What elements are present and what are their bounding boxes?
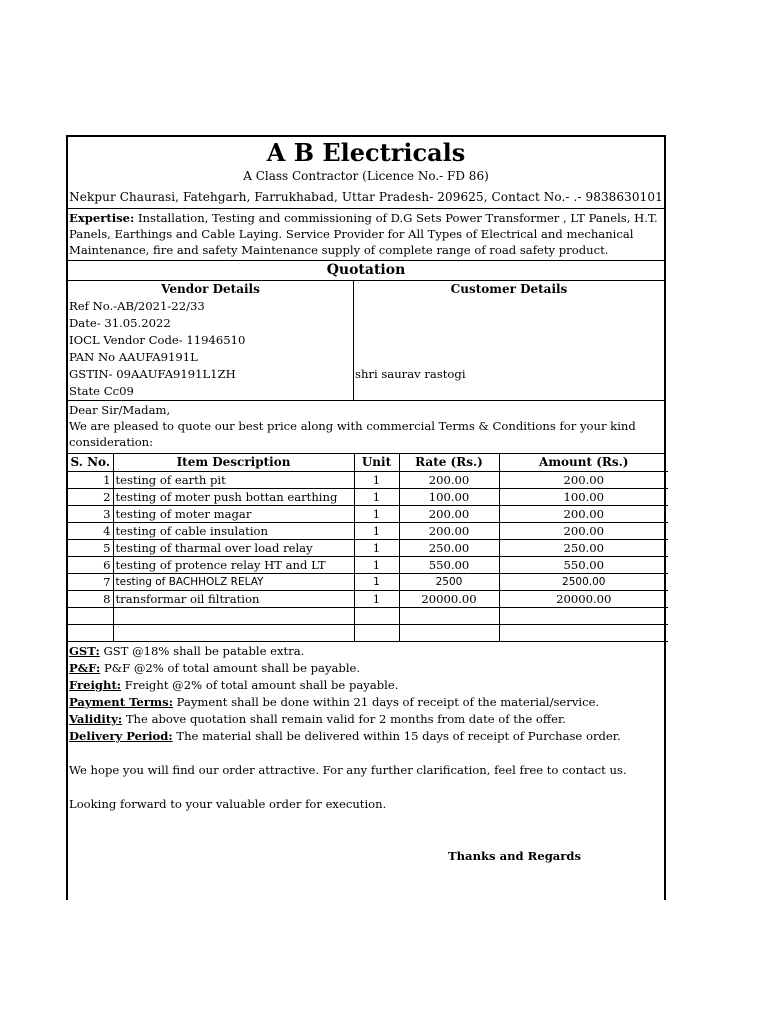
row-sno: 1 — [68, 472, 113, 489]
table-row-empty — [68, 608, 668, 625]
table-row — [68, 574, 668, 591]
row-amount: 20000.00 — [499, 591, 668, 608]
term-label: Validity: — [69, 712, 123, 726]
licence-line: A Class Contractor (Licence No.- FD 86) — [243, 169, 489, 183]
expertise-section — [68, 209, 664, 261]
pan-no: PAN No AAUFA9191L — [69, 350, 198, 364]
expertise-label: Expertise: — [69, 211, 135, 225]
row-unit: 1 — [354, 591, 399, 608]
regards-signoff: Thanks and Regards — [448, 849, 582, 863]
row-sno: 2 — [68, 489, 113, 506]
row-amount: 100.00 — [499, 489, 668, 506]
empty-cell — [113, 608, 354, 625]
row-unit: 1 — [354, 557, 399, 574]
table-row — [68, 506, 668, 523]
row-amount: 200.00 — [499, 523, 668, 540]
table-row — [68, 472, 668, 489]
col-description: Item Description — [113, 454, 354, 472]
col-sno: S. No. — [68, 454, 113, 472]
vendor-code: IOCL Vendor Code- 11946510 — [69, 333, 246, 347]
term-text: P&F @2% of total amount shall be payable. — [100, 661, 361, 675]
letterhead — [68, 137, 664, 209]
vendor-details — [68, 281, 354, 400]
state-code: State Cc09 — [69, 384, 134, 398]
letter-intro — [68, 401, 664, 454]
row-rate: 200.00 — [399, 523, 499, 540]
row-rate: 20000.00 — [399, 591, 499, 608]
date: Date- 31.05.2022 — [69, 316, 171, 330]
row-amount: 200.00 — [499, 472, 668, 489]
row-amount: 550.00 — [499, 557, 668, 574]
term-pf — [69, 660, 664, 677]
row-rate: 200.00 — [399, 472, 499, 489]
row-rate: 200.00 — [399, 506, 499, 523]
row-sno: 4 — [68, 523, 113, 540]
term-label: Freight: — [69, 678, 122, 692]
items-table — [68, 454, 668, 642]
row-desc: testing of earth pit — [113, 472, 354, 489]
expertise-text: Installation, Testing and commissioning of D.G Sets Power Transformer , LT Panels, H.T. Panels, Earthings and Cable Laying. Service Provider for All Types of Electrical and mechanical Maintenance, fire and safety Maintenance supply of complete range of road safety product. — [69, 211, 658, 257]
salutation: Dear Sir/Madam, — [69, 403, 171, 417]
row-desc: testing of cable insulation — [113, 523, 354, 540]
col-rate: Rate (Rs.) — [399, 454, 499, 472]
customer-name: shri saurav rastogi — [355, 367, 466, 381]
empty-cell — [399, 608, 499, 625]
row-unit: 1 — [354, 489, 399, 506]
vendor-heading: Vendor Details — [161, 282, 260, 296]
term-label: Delivery Period: — [69, 729, 173, 743]
row-unit: 1 — [354, 472, 399, 489]
term-label: GST: — [69, 644, 100, 658]
col-amount: Amount (Rs.) — [499, 454, 668, 472]
empty-cell — [113, 625, 354, 642]
term-text: GST @18% shall be patable extra. — [99, 644, 305, 658]
empty-cell — [68, 625, 113, 642]
table-row — [68, 591, 668, 608]
row-unit: 1 — [354, 540, 399, 557]
row-sno: 8 — [68, 591, 113, 608]
closing-hope: We hope you will find our order attractive. For any further clarification, feel free to contact us. — [69, 763, 627, 777]
row-rate: 550.00 — [399, 557, 499, 574]
term-payment — [69, 694, 664, 711]
row-sno: 5 — [68, 540, 113, 557]
term-delivery — [69, 728, 664, 745]
empty-cell — [499, 625, 668, 642]
empty-cell — [354, 608, 399, 625]
company-name: A B Electricals — [266, 138, 466, 167]
row-desc: testing of BACHHOLZ RELAY — [113, 574, 354, 591]
customer-details — [354, 281, 664, 400]
row-desc: testing of tharmal over load relay — [113, 540, 354, 557]
term-validity — [69, 711, 664, 728]
row-desc: testing of moter magar — [113, 506, 354, 523]
row-unit: 1 — [354, 506, 399, 523]
table-row — [68, 540, 668, 557]
row-rate: 100.00 — [399, 489, 499, 506]
gstin: GSTIN- 09AAUFA9191L1ZH — [69, 367, 236, 381]
row-desc: testing of protence relay HT and LT — [113, 557, 354, 574]
row-desc: testing of moter push bottan earthing — [113, 489, 354, 506]
term-gst — [69, 643, 664, 660]
term-label: Payment Terms: — [69, 695, 173, 709]
row-unit: 1 — [354, 574, 399, 591]
terms-section — [68, 642, 664, 813]
row-amount: 2500.00 — [499, 574, 668, 591]
quotation-sheet — [66, 135, 666, 900]
row-sno: 3 — [68, 506, 113, 523]
term-text: Freight @2% of total amount shall be payable. — [121, 678, 399, 692]
row-amount: 250.00 — [499, 540, 668, 557]
row-amount: 200.00 — [499, 506, 668, 523]
empty-cell — [68, 608, 113, 625]
term-text: The material shall be delivered within 15 days of receipt of Purchase order. — [172, 729, 621, 743]
term-freight — [69, 677, 664, 694]
empty-cell — [399, 625, 499, 642]
ref-no: Ref No.-AB/2021-22/33 — [69, 299, 205, 313]
customer-heading: Customer Details — [450, 282, 568, 296]
table-row — [68, 557, 668, 574]
quotation-title: Quotation — [68, 261, 664, 281]
term-label: P&F: — [69, 661, 101, 675]
table-row-empty — [68, 625, 668, 642]
row-rate: 2500 — [399, 574, 499, 591]
row-desc: transformar oil filtration — [113, 591, 354, 608]
col-unit: Unit — [354, 454, 399, 472]
table-header-row — [68, 454, 668, 472]
letter-body: We are pleased to quote our best price along with commercial Terms & Conditions for your kind consideration: — [69, 419, 636, 449]
table-row — [68, 489, 668, 506]
empty-cell — [354, 625, 399, 642]
term-text: Payment shall be done within 21 days of receipt of the material/service. — [172, 695, 600, 709]
address-line: Nekpur Chaurasi, Fatehgarh, Farrukhabad, Uttar Pradesh- 209625, Contact No.- .- 9838630101 — [69, 190, 663, 204]
row-rate: 250.00 — [399, 540, 499, 557]
row-sno: 6 — [68, 557, 113, 574]
table-row — [68, 523, 668, 540]
empty-cell — [499, 608, 668, 625]
row-sno: 7 — [68, 574, 113, 591]
row-unit: 1 — [354, 523, 399, 540]
details-section — [68, 281, 664, 401]
term-text: The above quotation shall remain valid for 2 months from date of the offer. — [122, 712, 566, 726]
closing-forward: Looking forward to your valuable order for execution. — [69, 797, 387, 811]
